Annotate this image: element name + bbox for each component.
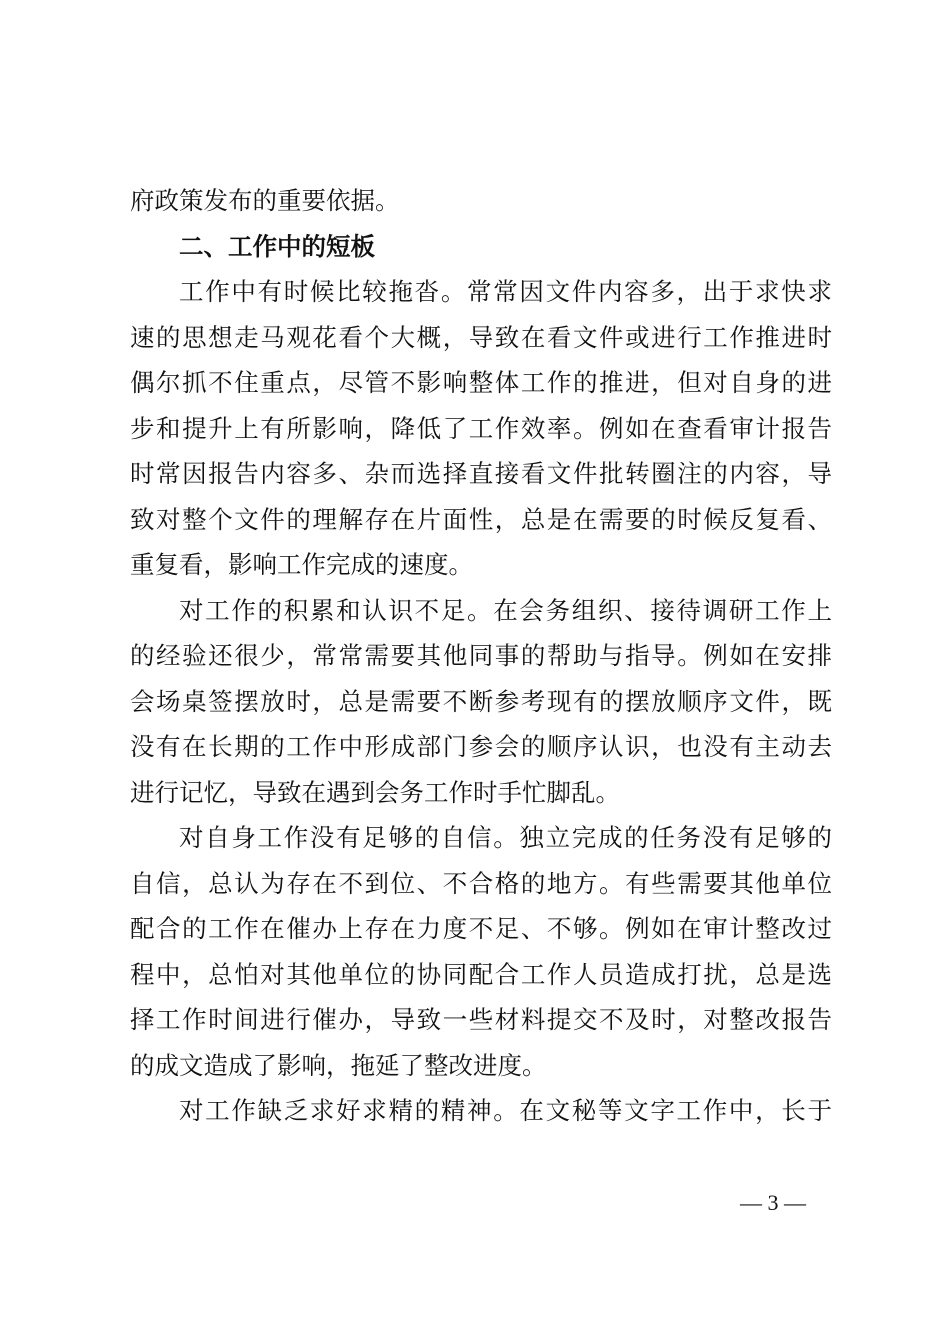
body-text [130,178,832,1134]
text-line: 速的思想走马观花看个大概，导致在看文件或进行工作推进时 [130,322,832,352]
text-line: 自信，总认为存在不到位、不合格的地方。有些需要其他单位 [130,868,832,898]
text-line: 偶尔抓不住重点，尽管不影响整体工作的推进，但对自身的进 [130,368,832,397]
text-line: 进行记忆，导致在遇到会务工作时手忙脚乱。 [130,777,620,807]
text-line: 会场桌签摆放时，总是需要不断参考现有的摆放顺序文件，既 [130,686,832,716]
page-number: — 3 — [740,1190,806,1215]
text-line: 步和提升上有所影响，降低了工作效率。例如在查看审计报告 [130,413,832,443]
section-heading: 二、工作中的短板 [179,231,375,261]
text-line: 时常因报告内容多、杂而选择直接看文件批转圈注的内容，导 [130,459,832,488]
text-line: 重复看，影响工作完成的速度。 [130,550,473,579]
text-line: 府政策发布的重要依据。 [130,186,400,215]
text-line: 致对整个文件的理解存在片面性，总是在需要的时候反复看、 [130,504,832,534]
text-line: 的成文造成了影响，拖延了整改进度。 [130,1050,547,1080]
text-line: 对工作的积累和认识不足。在会务组织、接待调研工作上 [179,595,832,625]
text-line: 对自身工作没有足够的自信。独立完成的任务没有足够的 [179,823,832,852]
text-line: 对工作缺乏求好求精的精神。在文秘等文字工作中，长于 [179,1096,832,1125]
text-line: 工作中有时候比较拖沓。常常因文件内容多，出于求快求 [179,277,832,306]
text-line: 的经验还很少，常常需要其他同事的帮助与指导。例如在安排 [130,641,832,670]
text-line: 择工作时间进行催办，导致一些材料提交不及时，对整改报告 [130,1005,832,1034]
text-line: 配合的工作在催办上存在力度不足、不够。例如在审计整改过 [130,914,832,943]
text-line: 没有在长期的工作中形成部门参会的顺序认识，也没有主动去 [130,732,832,761]
text-line: 程中，总怕对其他单位的协同配合工作人员造成打扰，总是选 [130,959,832,989]
